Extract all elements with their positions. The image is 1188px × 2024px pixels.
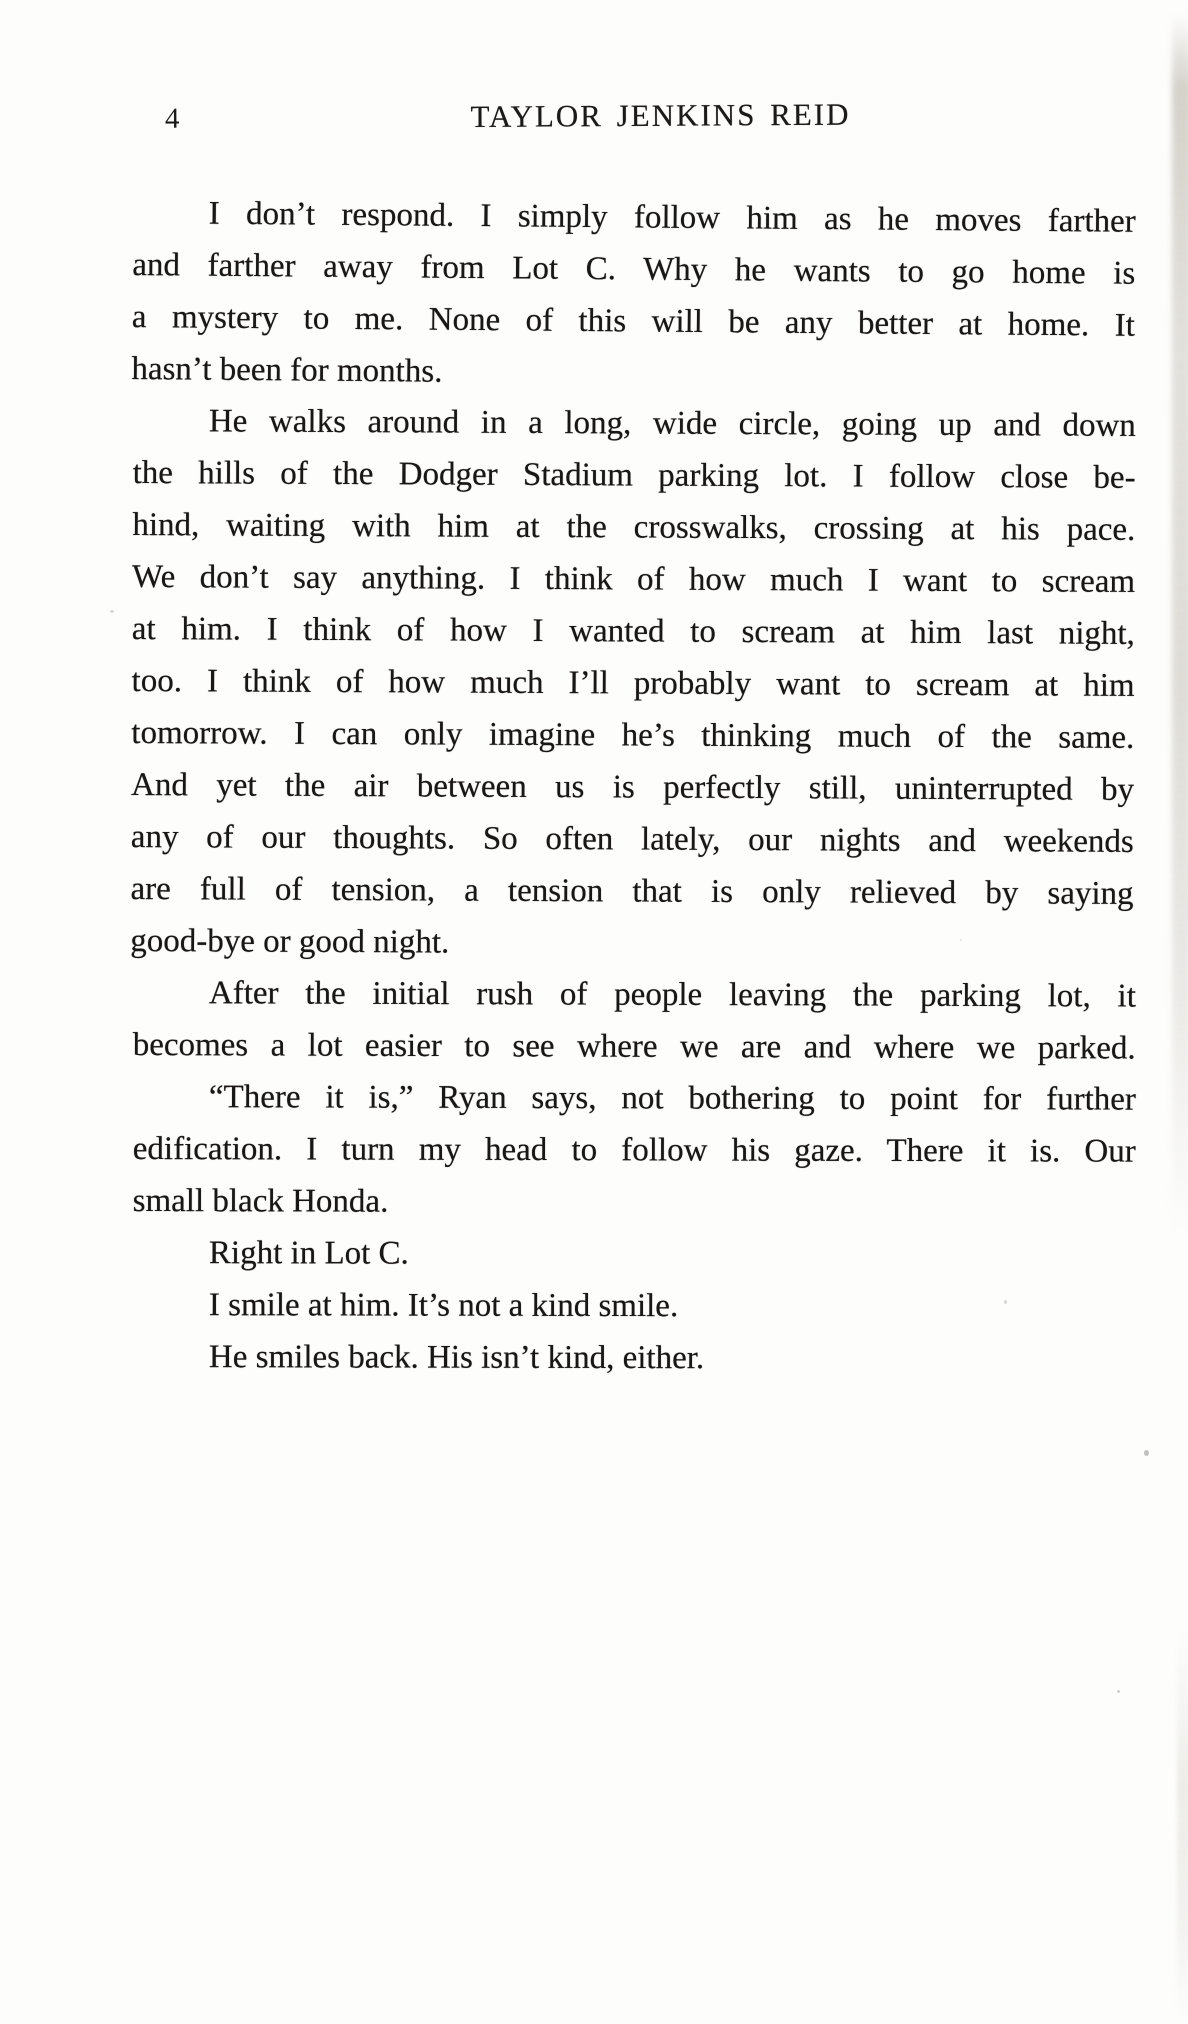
page-edge-shadow-lower (1177, 1630, 1188, 2020)
text-line: hasn’t been for months. (131, 350, 443, 390)
text-line: tomorrow. I can only imagine he’s thinking much of the same. (131, 714, 1135, 756)
text-line: After the initial rush of people leaving the parking lot, it (208, 975, 1136, 1015)
paragraph (133, 1227, 1136, 1281)
text-line: He smiles back. His isn’t kind, either. (208, 1339, 705, 1377)
text-line: the hills of the Dodger Stadium parking lot. I follow close be- (132, 454, 1136, 496)
paragraph (133, 1331, 1136, 1385)
text-line: at him. I think of how I wanted to scream at him last night, (131, 610, 1135, 652)
text-line: I smile at him. It’s not a kind smile. (208, 1287, 679, 1325)
text-line: becomes a lot easier to see where we are and where we parked. (132, 1026, 1136, 1067)
paragraph (131, 187, 1136, 404)
text-line: any of our thoughts. So often lately, our nights and weekends (130, 818, 1134, 860)
scan-speck (110, 610, 114, 613)
page-text (130, 187, 1136, 1383)
text-line: Right in Lot C. (208, 1235, 409, 1272)
scan-speck (960, 939, 962, 941)
running-header: TAYLOR JENKINS REID (470, 96, 851, 134)
paragraph (130, 395, 1136, 972)
page-number: 4 (164, 102, 180, 135)
paragraph (133, 1071, 1136, 1230)
page-header (133, 93, 1136, 139)
text-line: edification. I turn my head to follow his gaze. There it is. Our (132, 1130, 1136, 1170)
text-line: He walks around in a long, wide circle, going up and down (208, 403, 1136, 444)
text-line: hind, waiting with him at the crosswalks, crossing at his pace. (132, 506, 1136, 548)
scan-speck (1144, 1450, 1149, 1456)
scan-speck (1117, 1690, 1120, 1693)
paragraph (133, 967, 1136, 1075)
text-line: I don’t respond. I simply follow him as he moves farther (208, 195, 1136, 240)
paragraph (133, 1279, 1136, 1333)
text-line: small black Honda. (132, 1182, 389, 1220)
text-line: “There it is,” Ryan says, not bothering to point for further (208, 1079, 1136, 1118)
page-edge-shadow (1172, 14, 1188, 1234)
text-line: We don’t say anything. I think of how much I want to scream (132, 558, 1136, 600)
text-line: too. I think of how much I’ll probably want to scream at him (131, 662, 1135, 704)
text-line: good-bye or good night. (130, 922, 450, 961)
scan-speck (1004, 1300, 1007, 1304)
text-line: and farther away from Lot C. Why he wants to go home is (132, 246, 1136, 292)
text-line: a mystery to me. None of this will be any better at home. It (131, 298, 1135, 344)
text-line: And yet the air between us is perfectly still, uninterrupted by (131, 766, 1135, 808)
text-line: are full of tension, a tension that is only relieved by saying (130, 870, 1134, 912)
